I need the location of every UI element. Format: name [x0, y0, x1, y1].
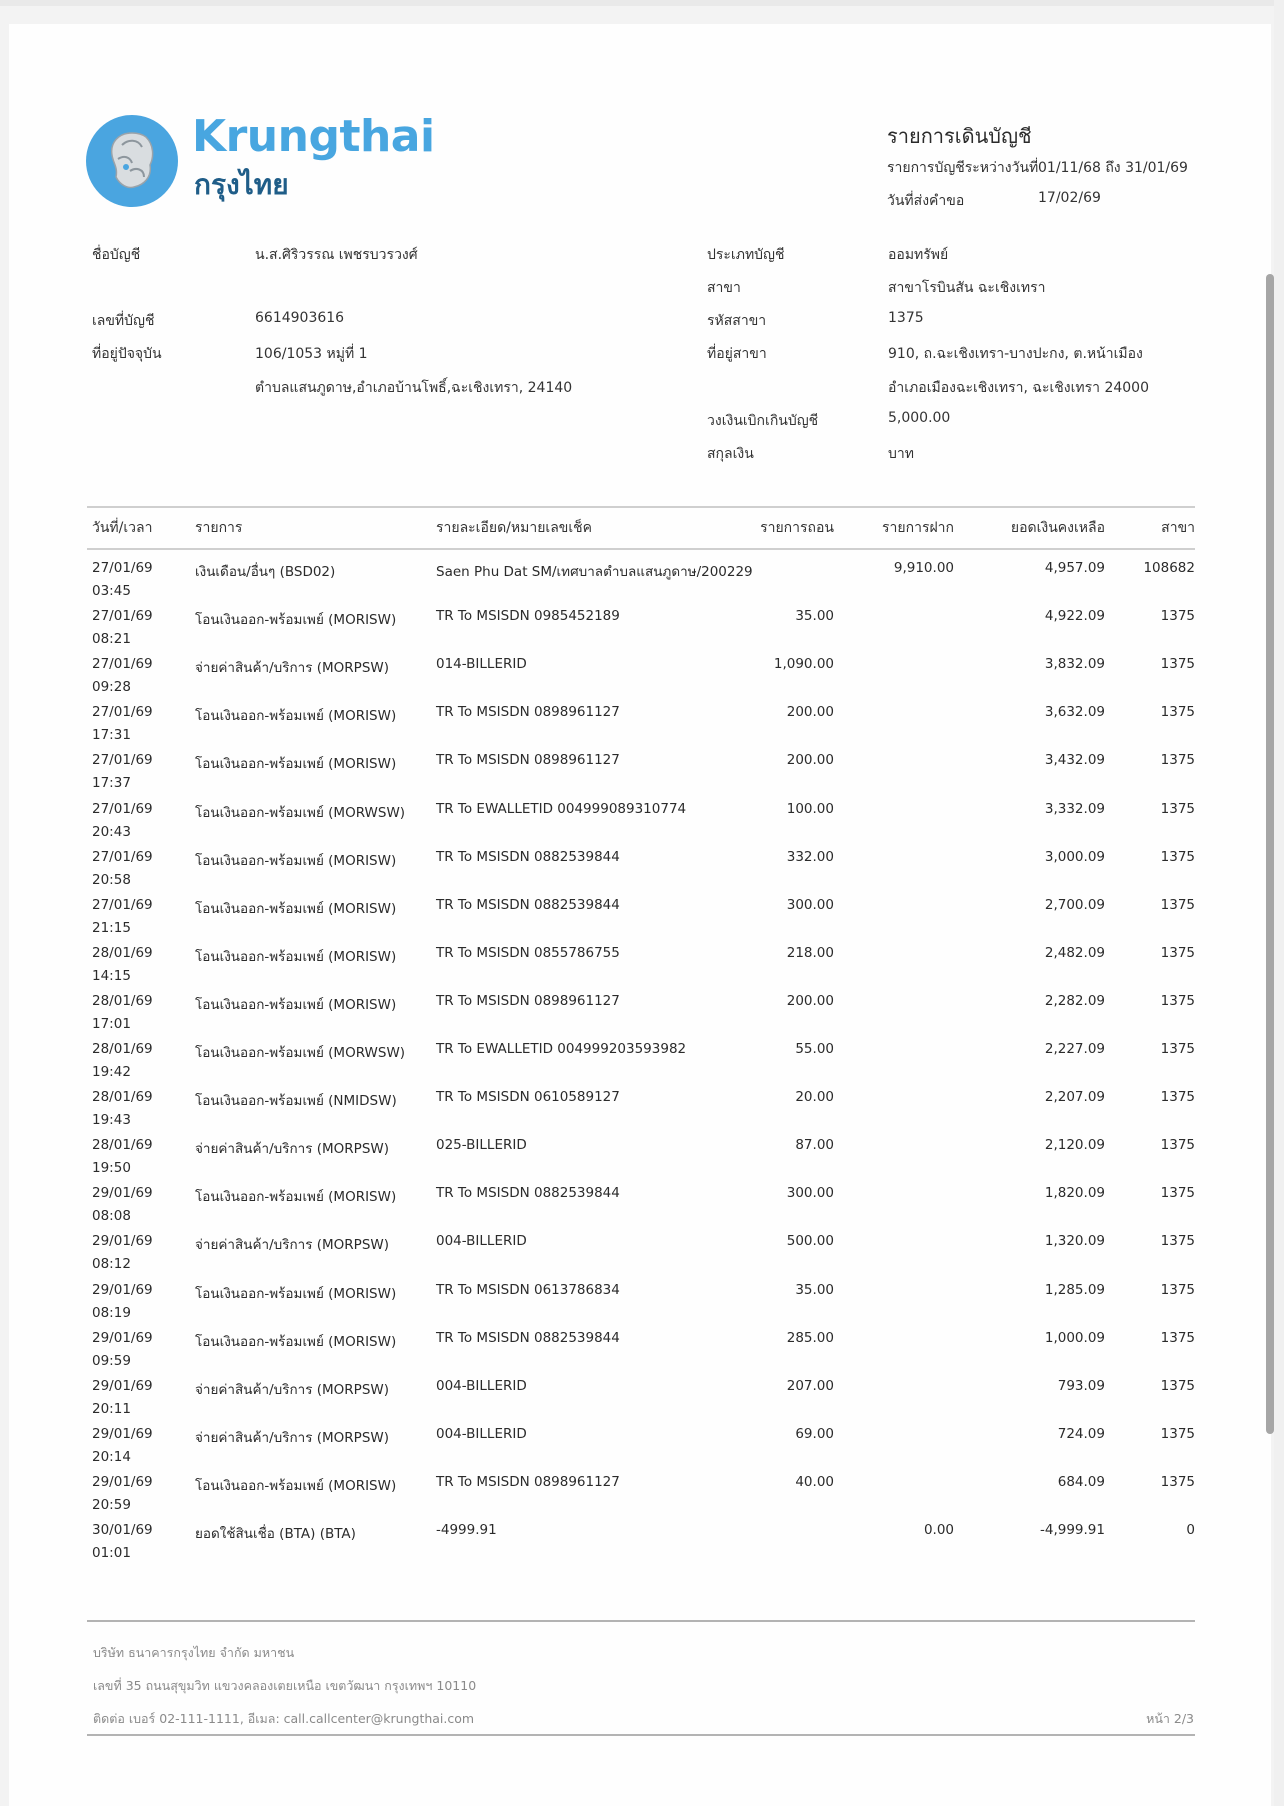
account-name-label: ชื่อบัญชี — [92, 247, 141, 263]
table-row — [0, 1378, 1284, 1426]
branch-value: สาขาโรบินสัน ฉะเชิงเทรา — [888, 280, 1046, 296]
statement-title: รายการเดินบัญชี — [887, 124, 1032, 148]
row-type: เงินเดือน/อื่นๆ (BSD02) — [195, 564, 336, 580]
row-time: 14:15 — [92, 967, 131, 984]
footer-contact: ติดต่อ เบอร์ 02-111-1111, อีเมล: call.callcenter@krungthai.com — [93, 1711, 475, 1726]
table-row — [0, 752, 1284, 800]
row-date: 27/01/69 — [92, 896, 153, 913]
row-branch: 1375 — [1160, 608, 1195, 625]
header-balance: ยอดเงินคงเหลือ — [1010, 520, 1105, 536]
statement-period-label: รายการบัญชีระหว่างวันที่ — [887, 160, 1039, 176]
account-name-value: น.ส.ศิริวรรณ เพชรบวรวงศ์ — [255, 247, 418, 263]
table-row — [0, 1522, 1284, 1570]
row-time: 03:45 — [92, 583, 131, 599]
row-type: โอนเงินออก-พร้อมเพย์ (MORISW) — [195, 708, 397, 725]
row-type: โอนเงินออก-พร้อมเพย์ (MORISW) — [195, 612, 397, 629]
row-time: 19:42 — [92, 1064, 131, 1080]
row-balance: 684.09 — [1057, 1473, 1105, 1490]
row-withdraw: 500.00 — [786, 1233, 834, 1250]
row-deposit: 9,910.00 — [893, 560, 954, 576]
row-balance: 2,700.09 — [1044, 896, 1105, 913]
row-withdraw: 35.00 — [795, 608, 834, 625]
row-branch: 1375 — [1160, 800, 1195, 817]
row-balance: 3,000.09 — [1044, 848, 1105, 865]
row-type: โอนเงินออก-พร้อมเพย์ (MORISW) — [195, 1333, 397, 1350]
table-row — [0, 897, 1284, 945]
table-row — [0, 1089, 1284, 1137]
row-type: จ่ายค่าสินค้า/บริการ (MORPSW) — [195, 660, 390, 677]
row-date: 28/01/69 — [92, 944, 153, 961]
row-time: 08:08 — [92, 1208, 131, 1225]
row-type: โอนเงินออก-พร้อมเพย์ (MORISW) — [195, 1477, 397, 1494]
row-balance: 3,632.09 — [1044, 704, 1105, 721]
row-balance: 4,922.09 — [1044, 608, 1105, 625]
table-row — [0, 1282, 1284, 1330]
row-withdraw: 35.00 — [795, 1281, 834, 1298]
row-branch: 1375 — [1160, 1473, 1195, 1490]
row-time: 20:14 — [92, 1448, 131, 1465]
row-withdraw: 218.00 — [786, 944, 834, 961]
row-withdraw: 332.00 — [786, 848, 834, 865]
row-date: 27/01/69 — [92, 752, 153, 769]
overdraft-limit-value: 5,000.00 — [888, 410, 951, 426]
row-time: 20:11 — [92, 1400, 131, 1417]
row-time: 20:58 — [92, 871, 131, 888]
table-row — [0, 1041, 1284, 1089]
row-date: 28/01/69 — [92, 1137, 153, 1154]
footer-top-rule — [87, 1620, 1195, 1622]
row-type: โอนเงินออก-พร้อมเพย์ (MORISW) — [195, 900, 397, 917]
row-detail: TR To MSISDN 0985452189 — [436, 608, 620, 625]
table-row — [0, 1426, 1284, 1474]
row-detail: -4999.91 — [436, 1522, 497, 1538]
row-balance: 1,320.09 — [1044, 1233, 1105, 1250]
address-line-2: ตำบลแสนภูดาษ,อำเภอบ้านโพธิ์,ฉะเชิงเทรา, 24140 — [255, 380, 573, 396]
footer-address: เลขที่ 35 ถนนสุขุมวิท แขวงคลองเตยเหนือ เขตวัฒนา กรุงเทพฯ 10110 — [93, 1678, 477, 1693]
row-branch: 1375 — [1160, 656, 1195, 673]
row-time: 17:31 — [92, 727, 131, 744]
row-time: 08:12 — [92, 1256, 131, 1273]
row-date: 29/01/69 — [92, 1329, 153, 1346]
row-time: 01:01 — [92, 1545, 131, 1561]
row-date: 27/01/69 — [92, 800, 153, 817]
row-withdraw: 1,090.00 — [773, 656, 834, 673]
page-number: หน้า 2/3 — [1146, 1711, 1194, 1726]
row-detail: TR To MSISDN 0898961127 — [436, 704, 620, 721]
row-balance: 2,120.09 — [1044, 1137, 1105, 1154]
table-row — [0, 945, 1284, 993]
row-detail: TR To MSISDN 0882539844 — [436, 896, 620, 913]
row-balance: 1,820.09 — [1044, 1185, 1105, 1202]
footer-company: บริษัท ธนาคารกรุงไทย จำกัด มหาชน — [93, 1645, 295, 1660]
account-type-label: ประเภทบัญชี — [707, 247, 785, 263]
row-time: 19:50 — [92, 1160, 131, 1177]
row-date: 27/01/69 — [92, 656, 153, 673]
row-branch: 1375 — [1160, 944, 1195, 961]
row-detail: TR To MSISDN 0898961127 — [436, 992, 620, 1009]
table-row — [0, 849, 1284, 897]
row-branch: 1375 — [1160, 1137, 1195, 1154]
row-date: 27/01/69 — [92, 560, 153, 576]
table-row — [0, 801, 1284, 849]
row-detail: TR To MSISDN 0613786834 — [436, 1281, 620, 1298]
statement-period-value: 01/11/68 ถึง 31/01/69 — [1038, 160, 1188, 176]
row-date: 28/01/69 — [92, 1041, 153, 1057]
row-balance: 724.09 — [1057, 1425, 1105, 1442]
row-balance: 4,957.09 — [1044, 560, 1105, 576]
row-detail: TR To MSISDN 0610589127 — [436, 1089, 620, 1106]
row-type: โอนเงินออก-พร้อมเพย์ (MORISW) — [195, 852, 397, 869]
row-balance: 3,432.09 — [1044, 752, 1105, 769]
footer-bottom-rule — [87, 1734, 1195, 1736]
table-row — [0, 560, 1284, 608]
row-branch: 1375 — [1160, 704, 1195, 721]
header-withdraw: รายการถอน — [760, 520, 834, 536]
row-type: จ่ายค่าสินค้า/บริการ (MORPSW) — [195, 1381, 390, 1398]
table-row — [0, 1137, 1284, 1185]
row-time: 20:43 — [92, 823, 131, 840]
row-withdraw: 55.00 — [795, 1041, 834, 1057]
account-type-value: ออมทรัพย์ — [888, 247, 949, 263]
overdraft-limit-label: วงเงินเบิกเกินบัญชี — [707, 413, 819, 429]
header-datetime: วันที่/เวลา — [92, 520, 153, 536]
row-branch: 1375 — [1160, 752, 1195, 769]
brand-name-en: Krungthai — [192, 111, 435, 162]
row-withdraw: 300.00 — [786, 896, 834, 913]
row-type: โอนเงินออก-พร้อมเพย์ (NMIDSW) — [195, 1093, 397, 1110]
row-branch: 1375 — [1160, 1089, 1195, 1106]
row-time: 09:59 — [92, 1352, 131, 1369]
row-time: 20:59 — [92, 1496, 131, 1513]
row-time: 19:43 — [92, 1112, 131, 1129]
table-row — [0, 1233, 1284, 1281]
row-balance: 2,207.09 — [1044, 1089, 1105, 1106]
krungthai-logo — [86, 111, 435, 207]
row-branch: 1375 — [1160, 1425, 1195, 1442]
branch-address-label: ที่อยู่สาขา — [707, 346, 767, 362]
row-date: 29/01/69 — [92, 1281, 153, 1298]
row-withdraw: 207.00 — [786, 1377, 834, 1394]
top-bar — [0, 0, 1284, 6]
row-balance: -4,999.91 — [1040, 1522, 1105, 1538]
row-date: 29/01/69 — [92, 1185, 153, 1202]
row-type: จ่ายค่าสินค้า/บริการ (MORPSW) — [195, 1237, 390, 1254]
row-balance: 2,482.09 — [1044, 944, 1105, 961]
branch-label: สาขา — [707, 280, 741, 296]
row-withdraw: 87.00 — [795, 1137, 834, 1154]
row-balance: 793.09 — [1057, 1377, 1105, 1394]
header-branch: สาขา — [1161, 520, 1195, 536]
row-type: จ่ายค่าสินค้า/บริการ (MORPSW) — [195, 1141, 390, 1158]
row-branch: 0 — [1186, 1522, 1195, 1538]
row-withdraw: 40.00 — [795, 1473, 834, 1490]
row-branch: 1375 — [1160, 1041, 1195, 1057]
row-balance: 3,832.09 — [1044, 656, 1105, 673]
row-type: โอนเงินออก-พร้อมเพย์ (MORWSW) — [195, 1045, 406, 1061]
header-type: รายการ — [195, 520, 243, 536]
table-header-rule — [87, 548, 1195, 550]
brand-name-th: กรุงไทย — [194, 168, 289, 201]
row-date: 29/01/69 — [92, 1425, 153, 1442]
account-number-value: 6614903616 — [255, 310, 345, 326]
row-balance: 2,227.09 — [1044, 1041, 1105, 1057]
row-balance: 1,285.09 — [1044, 1281, 1105, 1298]
branch-address-line-2: อำเภอเมืองฉะเชิงเทรา, ฉะเชิงเทรา 24000 — [888, 380, 1149, 396]
header-detail: รายละเอียด/หมายเลขเช็ค — [436, 520, 592, 536]
row-detail: 004-BILLERID — [436, 1233, 527, 1250]
row-detail: Saen Phu Dat SM/เทศบาลตำบลแสนภูดาษ/200229 — [436, 564, 753, 580]
row-detail: TR To EWALLETID 004999089310774 — [436, 800, 687, 817]
row-branch: 1375 — [1160, 1185, 1195, 1202]
row-date: 30/01/69 — [92, 1522, 153, 1538]
row-date: 29/01/69 — [92, 1473, 153, 1490]
row-type: โอนเงินออก-พร้อมเพย์ (MORISW) — [195, 948, 397, 965]
account-number-label: เลขที่บัญชี — [92, 313, 155, 329]
row-branch: 1375 — [1160, 1281, 1195, 1298]
branch-address-line-1: 910, ถ.ฉะเชิงเทรา-บางปะกง, ต.หน้าเมือง — [888, 346, 1143, 362]
row-type: ยอดใช้สินเชื่อ (BTA) (BTA) — [195, 1526, 356, 1542]
row-balance: 1,000.09 — [1044, 1329, 1105, 1346]
currency-value: บาท — [888, 446, 914, 462]
row-time: 08:19 — [92, 1304, 131, 1321]
row-date: 27/01/69 — [92, 848, 153, 865]
row-date: 29/01/69 — [92, 1233, 153, 1250]
row-detail: TR To MSISDN 0855786755 — [436, 944, 620, 961]
row-detail: TR To MSISDN 0898961127 — [436, 752, 620, 769]
row-branch: 1375 — [1160, 1377, 1195, 1394]
row-date: 27/01/69 — [92, 608, 153, 625]
request-date-value: 17/02/69 — [1038, 190, 1101, 206]
row-withdraw: 200.00 — [786, 992, 834, 1009]
row-branch: 1375 — [1160, 1233, 1195, 1250]
phoenix-emblem-icon — [86, 115, 178, 207]
row-detail: 025-BILLERID — [436, 1137, 527, 1154]
row-time: 08:21 — [92, 631, 131, 648]
row-type: จ่ายค่าสินค้า/บริการ (MORPSW) — [195, 1429, 390, 1446]
row-detail: TR To EWALLETID 004999203593982 — [436, 1041, 687, 1057]
row-branch: 108682 — [1143, 560, 1195, 576]
row-date: 28/01/69 — [92, 1089, 153, 1106]
table-row — [0, 704, 1284, 752]
row-detail: 004-BILLERID — [436, 1377, 527, 1394]
row-type: โอนเงินออก-พร้อมเพย์ (MORISW) — [195, 996, 397, 1013]
address-label: ที่อยู่ปัจจุบัน — [92, 346, 162, 362]
row-branch: 1375 — [1160, 1329, 1195, 1346]
row-date: 29/01/69 — [92, 1377, 153, 1394]
row-type: โอนเงินออก-พร้อมเพย์ (MORISW) — [195, 756, 397, 773]
row-date: 27/01/69 — [92, 704, 153, 721]
row-detail: 004-BILLERID — [436, 1425, 527, 1442]
row-date: 28/01/69 — [92, 992, 153, 1009]
row-type: โอนเงินออก-พร้อมเพย์ (MORISW) — [195, 1189, 397, 1206]
row-balance: 2,282.09 — [1044, 992, 1105, 1009]
row-withdraw: 200.00 — [786, 704, 834, 721]
branch-code-value: 1375 — [888, 310, 924, 326]
row-time: 21:15 — [92, 919, 131, 936]
row-balance: 3,332.09 — [1044, 800, 1105, 817]
table-row — [0, 1330, 1284, 1378]
header-deposit: รายการฝาก — [882, 520, 954, 536]
row-branch: 1375 — [1160, 896, 1195, 913]
table-row — [0, 656, 1284, 704]
row-withdraw: 69.00 — [795, 1425, 834, 1442]
row-detail: 014-BILLERID — [436, 656, 527, 673]
row-withdraw: 300.00 — [786, 1185, 834, 1202]
row-time: 17:01 — [92, 1015, 131, 1032]
row-detail: TR To MSISDN 0898961127 — [436, 1473, 620, 1490]
currency-label: สกุลเงิน — [707, 446, 754, 462]
table-row — [0, 1185, 1284, 1233]
row-deposit: 0.00 — [923, 1522, 954, 1538]
row-type: โอนเงินออก-พร้อมเพย์ (MORISW) — [195, 1285, 397, 1302]
row-detail: TR To MSISDN 0882539844 — [436, 1185, 620, 1202]
table-top-rule — [87, 506, 1195, 508]
row-time: 09:28 — [92, 679, 131, 696]
address-line-1: 106/1053 หมู่ที่ 1 — [255, 346, 368, 362]
row-branch: 1375 — [1160, 848, 1195, 865]
row-time: 17:37 — [92, 775, 131, 792]
table-row — [0, 608, 1284, 656]
row-withdraw: 100.00 — [786, 800, 834, 817]
row-withdraw: 200.00 — [786, 752, 834, 769]
row-withdraw: 285.00 — [786, 1329, 834, 1346]
request-date-label: วันที่ส่งคำขอ — [887, 193, 965, 209]
table-row — [0, 993, 1284, 1041]
row-branch: 1375 — [1160, 992, 1195, 1009]
row-withdraw: 20.00 — [795, 1089, 834, 1106]
table-row — [0, 1474, 1284, 1522]
row-detail: TR To MSISDN 0882539844 — [436, 848, 620, 865]
row-type: โอนเงินออก-พร้อมเพย์ (MORWSW) — [195, 804, 406, 821]
row-detail: TR To MSISDN 0882539844 — [436, 1329, 620, 1346]
branch-code-label: รหัสสาขา — [707, 313, 767, 329]
